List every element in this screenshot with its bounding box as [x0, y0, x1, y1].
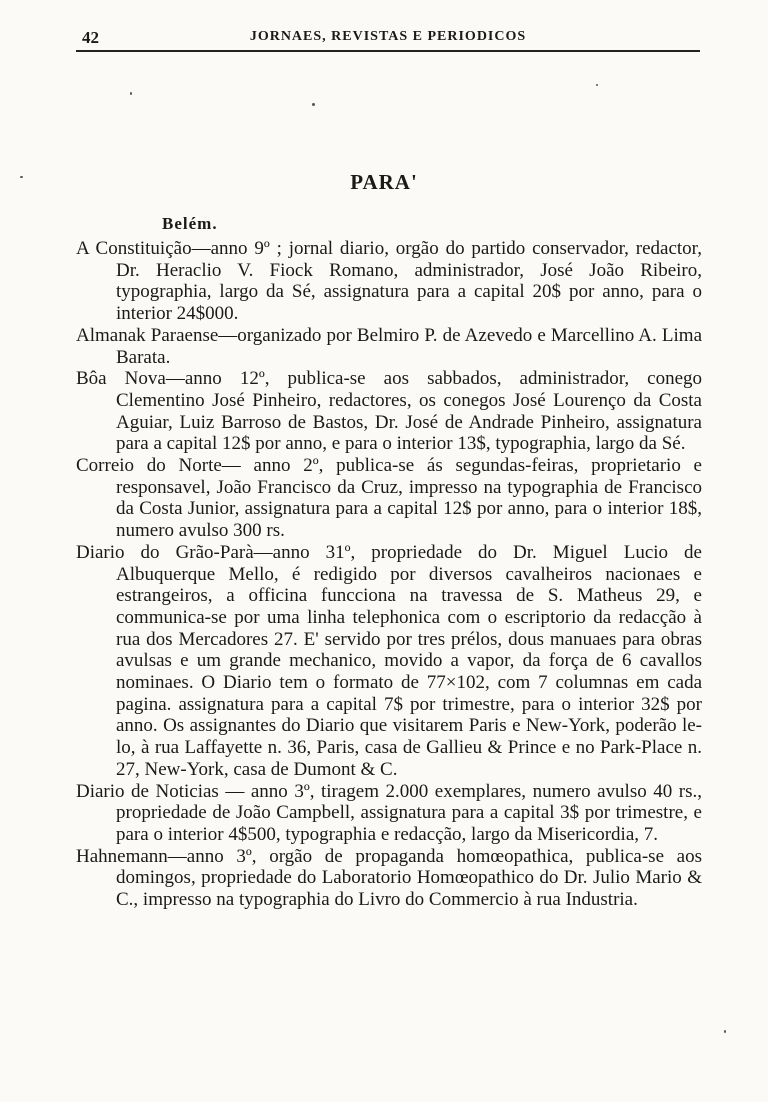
entry-a-constituicao: A Constituição—anno 9º ; jornal diario, orgão do partido conservador, redactor, Dr. Heraclio V. Fiock Romano, administrador, José João Ribeiro, typographia, largo da Sé, assignatura para a capital 20$ por anno, para o interior 24$000.: [76, 238, 702, 325]
section-title: PARA': [350, 170, 418, 194]
page-header: [76, 28, 700, 52]
entry-diario-de-noticias: Diario de Noticias — anno 3º, tiragem 2.000 exemplares, numero avulso 40 rs., propriedade de João Campbell, assignatura para a capital 3$ por trimestre, e para o interior 4$500, typographia e redacção, largo da Misericordia, 7.: [76, 780, 702, 845]
entry-diario-do-grao-para: Diario do Grão-Parà—anno 31º, propriedade do Dr. Miguel Lucio de Albuquerque Mello, é redigido por diversos cavalheiros nacionaes e estrangeiros, a officina funcciona na travessa de S. Matheus 29, e communica-se por uma linha telephonica com o escriptorio da redacção à rua dos Mercadores 27. E' servido por tres prélos, dous manuaes para obras avulsas e um grande mechanico, movido a vapor, da força de 6 cavallos nominaes. O Diario tem o formato de 77×102, com 7 columnas em cada pagina. assignatura para a capital 7$ por trimestre, para o interior 32$ por anno. Os assignantes do Diario que visitarem Paris e New-York, poderão le-lo, à rua Laffayette n. 36, Paris, casa de Gallieu & Prince e no Park-Place n. 27, New-York, casa de Dumont & C.: [76, 541, 702, 780]
entry-list: [76, 238, 702, 911]
running-title: JORNAES, REVISTAS E PERIODICOS: [249, 29, 527, 44]
print-speck: [20, 176, 23, 178]
print-speck: [724, 1030, 726, 1033]
page-number: 42: [82, 28, 99, 47]
entry-correio-do-norte: Correio do Norte— anno 2º, publica-se ás segundas-feiras, proprietario e responsavel, João Francisco da Cruz, impresso na typographia de Francisco da Costa Junior, assignatura para a capital 12$ por anno, para o interior 18$, numero avulso 300 rs.: [76, 455, 702, 542]
subsection-heading: Belém.: [162, 214, 218, 233]
entry-boa-nova: Bôa Nova—anno 12º, publica-se aos sabbados, administrador, conego Clementino José Pinheiro, redactores, os conegos José Lourenço da Costa Aguiar, Luiz Barroso de Bastos, Dr. José de Andrade Pinheiro, assignatura para a capital 12$ por anno, e para o interior 13$, typographia, largo da Sé.: [76, 368, 702, 455]
entry-hahnemann: Hahnemann—anno 3º, orgão de propaganda homœopathica, publica-se aos domingos, propriedade do Laboratorio Homœopathico do Dr. Julio Mario & C., impresso na typographia do Livro do Commercio à rua Industria.: [76, 845, 702, 911]
entry-almanak-paraense: Almanak Paraense—organizado por Belmiro P. de Azevedo e Marcellino A. Lima Barata.: [76, 324, 702, 368]
print-speck: [596, 84, 598, 86]
print-speck: [130, 92, 132, 95]
print-speck: [312, 103, 315, 106]
